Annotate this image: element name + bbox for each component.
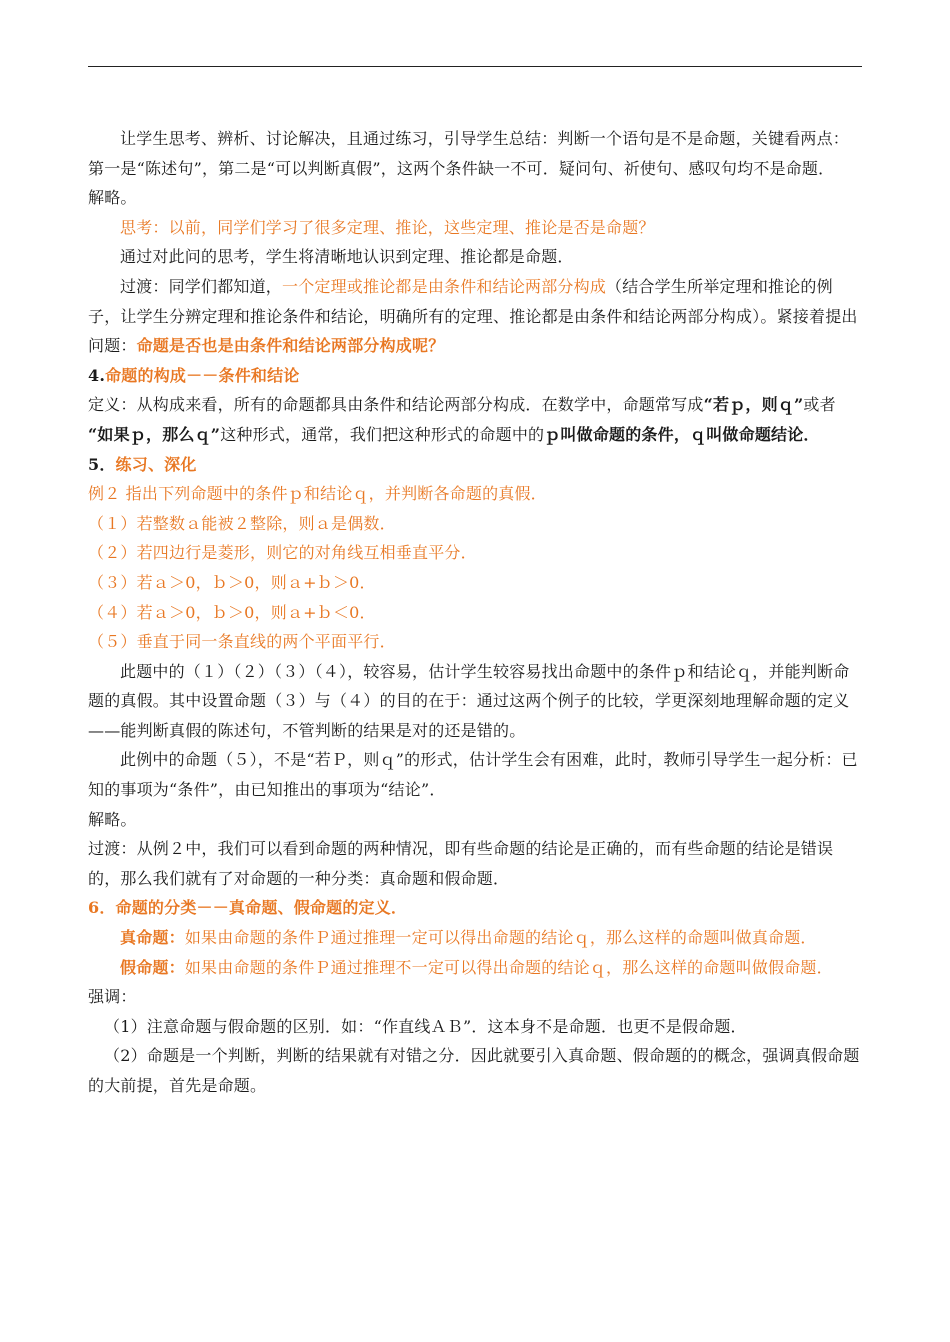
- transition-rest: （结合学生所举定理和推论的例子，让学生分辨定理和推论条件和结论，明确所有的定理、推论都是由条件和结论两部分构成）。紧接着提出问题：: [88, 276, 858, 356]
- section-heading-4: [88, 361, 864, 391]
- section-heading-5: [88, 450, 864, 480]
- think-answer: 通过对此问的思考，学生将清晰地认识到定理、推论都是命题．: [120, 247, 574, 267]
- emphasis-item-2: （2）命题是一个判断，判断的结果就有对错之分．因此就要引入真命题、假命题的的概念，强调真假命题的大前提，首先是命题。: [88, 1046, 860, 1095]
- section-title-5: 练习、深化: [115, 454, 197, 474]
- emphasis-heading: 强调：: [88, 987, 137, 1007]
- example-item-2: （２）若四边行是菱形，则它的对角线互相垂直平分．: [88, 543, 477, 563]
- transition-highlight: 一个定理或推论都是由条件和结论两部分构成: [282, 276, 607, 296]
- false-proposition-text: 如果由命题的条件Ｐ通过推理不一定可以得出命题的结论ｑ，那么这样的命题叫做假命题．: [184, 957, 833, 977]
- true-proposition-text: 如果由命题的条件Ｐ通过推理一定可以得出命题的结论ｑ，那么这样的命题叫做真命题．: [184, 928, 817, 948]
- example-2-prompt: 例２ 指出下列命题中的条件ｐ和结论ｑ，并判断各命题的真假．: [88, 484, 547, 504]
- document-body: [88, 124, 864, 1101]
- section-heading-6: 6．命题的分类－－真命题、假命题的定义．: [88, 898, 408, 918]
- definition-text-e: 这种形式，通常，我们把这种形式的命题中的: [220, 424, 545, 444]
- example-item-3: （３）若ａ＞0，ｂ＞0，则ａ+ｂ＞0．: [88, 572, 376, 592]
- false-proposition-label: 假命题：: [120, 957, 185, 977]
- false-proposition-definition: [88, 953, 864, 983]
- solution-omitted-1: 解略。: [88, 188, 137, 208]
- transition-lead: 过渡：同学们都知道，: [120, 276, 283, 296]
- emphasis-item-1: （1）注意命题与假命题的区别．如：“作直线ＡＢ”．这本身不是命题．也更不是假命题．: [104, 1016, 747, 1036]
- definition-form-if-then: “如果ｐ，那么ｑ”: [88, 424, 221, 444]
- paragraph-analysis-2: 此例中的命题（５），不是“若Ｐ，则ｑ”的形式，估计学生会有困难，此时，教师引导学生一起分析：已知的事项为“条件”，由已知推出的事项为“结论”．: [88, 750, 858, 800]
- paragraph-summary: 让学生思考、辨析、讨论解决，且通过练习，引导学生总结：判断一个语句是不是命题，关键看两点：第一是“陈述句”，第二是“可以判断真假”，这两个条件缺一不可．疑问句、祈使句、感叹句均不是命题．: [88, 129, 850, 178]
- transition-paragraph-1: [88, 272, 864, 361]
- paragraph-analysis-1: 此题中的（１）（２）（３）（４），较容易，估计学生较容易找出命题中的条件ｐ和结论ｑ，并能判断命题的真假。其中设置命题（３）与（４）的目的在于：通过这两个例子的比较，学更深刻地理解命题的定义——能判断真假的陈述句，不管判断的结果是对的还是错的。: [88, 661, 850, 740]
- true-proposition-definition: [88, 923, 864, 953]
- transition-question: 命题是否也是由条件和结论两部分构成呢？: [136, 336, 445, 356]
- definition-form-if: “若ｐ，则ｑ”: [703, 395, 804, 415]
- definition-conclusion: ｐ叫做命题的条件，ｑ叫做命题结论．: [544, 424, 820, 444]
- think-question: 思考：以前，同学们学习了很多定理、推论，这些定理、推论是否是命题？: [120, 217, 655, 237]
- transition-paragraph-2: 过渡：从例２中，我们可以看到命题的两种情况，即有些命题的结论是正确的，而有些命题的结论是错误的，那么我们就有了对命题的一种分类：真命题和假命题．: [88, 839, 834, 888]
- section-title-4: 命题的构成－－条件和结论: [105, 365, 300, 385]
- section-number-4: 4.: [88, 365, 106, 385]
- true-proposition-label: 真命题：: [120, 928, 185, 948]
- definition-text-or: 或者: [803, 395, 836, 415]
- section-number-5: 5．: [88, 454, 116, 474]
- definition-text-a: 定义：从构成来看，所有的命题都具由条件和结论两部分构成．在数学中，命题常写成: [88, 395, 704, 415]
- solution-omitted-2: 解略。: [88, 809, 137, 829]
- definition-paragraph: [88, 390, 864, 449]
- example-item-5: （５）垂直于同一条直线的两个平面平行．: [88, 632, 396, 652]
- header-rule: [88, 66, 862, 67]
- example-item-4: （４）若ａ＞0，ｂ＞0，则ａ+ｂ＜0．: [88, 602, 376, 622]
- example-item-1: （１）若整数ａ能被２整除，则ａ是偶数．: [88, 513, 396, 533]
